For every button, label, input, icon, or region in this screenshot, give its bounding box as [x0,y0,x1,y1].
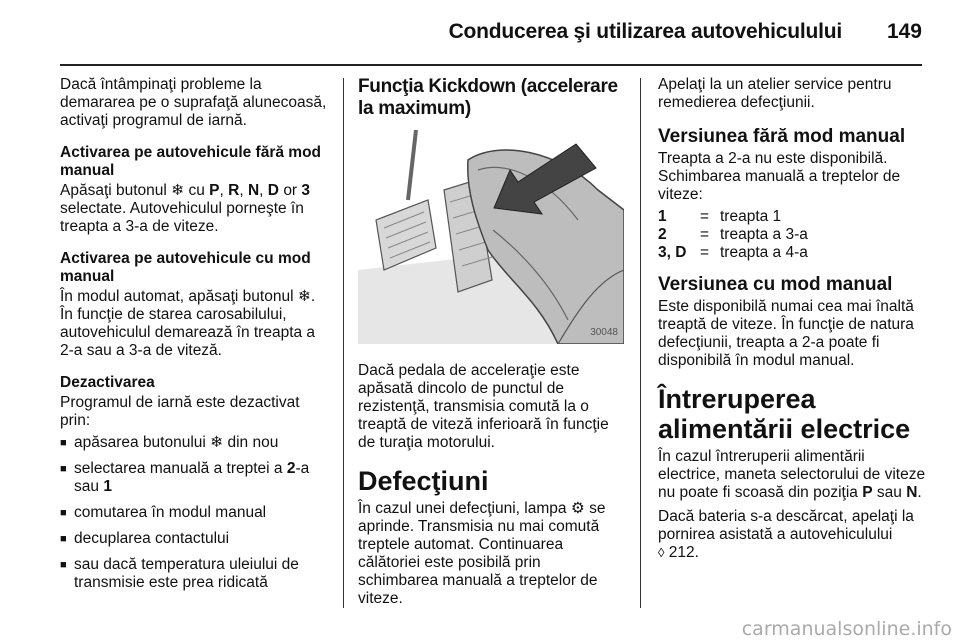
workshop-paragraph: Apelaţi la un atelier service pentru remedierea defecţiunii. [658,76,892,111]
kickdown-paragraph: Dacă pedala de acceleraţie este apăsată dincolo de punctul de rezistenţă, transmisia comută la o treaptă de viteză inferioară în funcţie de turaţia motorului. [358,362,609,451]
transmission-warning-lamp-icon: ⚙ [570,500,585,517]
page-header [0,14,960,54]
text-fragment: apăsarea butonului [74,434,206,451]
text-fragment: În cazul unei defecţiuni, lampa [358,500,567,517]
pedal-illustration [358,130,624,344]
faults-paragraph [358,500,624,608]
activation-no-manual-paragraph: Apăsaţi butonul ❄ cu P, R, N, D or 3 selectate. Autovehiculul porneşte în treapta a 3-a de viteze. [60,182,311,235]
version-manual-paragraph: Este disponibilă numai cea mai înaltă treaptă de viteze. În funcţie de natura defecţiunii, treapta a 2-a poate fi disponibilă în modul manual. [658,298,914,369]
text-fragment: or [283,182,298,199]
gear-label-n: N [906,484,918,501]
list-item: ■ sau dacă temperatura uleiului de transmisie este prea ridicată [60,556,328,592]
text-fragment: cu [188,182,205,199]
deactivation-list [60,434,328,592]
power-interruption-heading: Întreruperea alimentării electrice [658,384,911,444]
text-fragment: sau [876,484,902,501]
gear-key: 3, D [658,244,687,261]
equals-sign: = [700,208,710,225]
snowflake-icon: ❄ [210,434,224,451]
gear-key: 1 [658,208,667,225]
gear-value: treapta 1 [720,208,782,225]
gear-label-n: N [247,182,260,199]
gear-label-d: D [267,182,279,199]
text-fragment: din nou [227,434,279,451]
list-item: ■ comutarea în modul manual [60,504,328,522]
gear-key: 2 [658,226,667,243]
list-item [60,460,328,496]
version-no-manual-heading: Versiunea fără mod manual [658,126,906,147]
equals-sign: = [700,226,710,243]
activation-manual-heading: Activarea pe autovehicule cu mod manual [60,250,311,285]
gear-label-p: P [862,484,873,501]
column-left [60,76,328,600]
text-fragment: -a sau [74,460,310,495]
text-fragment: se aprinde. Transmisia nu mai comută treptele automat. Continuarea călătoriei este posibilă prin schimbarea manuală a treptelor de viteze. [358,500,606,607]
snowflake-icon: ❄ [297,288,311,305]
version-manual-heading: Versiunea cu mod manual [658,274,893,295]
table-row [658,226,930,244]
page-reference-link[interactable]: 212. [668,544,699,561]
figure-code: 30048 [590,327,618,338]
text-fragment: În modul automat, apăsaţi butonul [60,288,294,305]
kickdown-pedal-figure [358,130,624,344]
text-fragment: selectarea manuală a treptei a [74,460,283,477]
gear-label-1: 1 [103,478,112,495]
page-title: Conducerea şi utilizarea autovehiculului [448,20,842,43]
gear-label-2: 2 [286,460,296,477]
table-row [658,244,930,262]
watermark: carmanualsonline.info [741,618,952,640]
column-middle [358,76,624,622]
kickdown-heading: Funcţia Kickdown (accelerare la maximum) [358,76,618,119]
activation-no-manual-heading: Activarea pe autovehicule fără mod manual [60,144,322,179]
deactivation-heading: Dezactivarea [60,374,155,391]
text-fragment: Apăsaţi butonul [60,182,167,199]
header-divider [60,64,922,66]
gear-label-r: R [228,182,240,199]
snowflake-icon: ❄ [171,182,185,199]
battery-paragraph [658,508,930,562]
gear-value: treapta a 4-a [720,244,808,261]
gear-value: treapta a 3-a [720,226,808,243]
list-item [60,434,328,452]
gear-label-3: 3 [301,182,311,199]
intro-paragraph: Dacă întâmpinaţi probleme la demararea pe o suprafaţă alunecoasă, activaţi programul de iarnă. [60,76,327,129]
equals-sign: = [700,244,710,261]
text-fragment: Dacă bateria s-a descărcat, apelaţi la pornirea asistată a autovehiculului [658,508,914,543]
power-interruption-paragraph: În cazul întreruperii alimentării electrice, maneta selectorului de viteze nu poate fi scoasă din poziţia P sau N. [658,448,926,501]
deactivation-text: Programul de iarnă este dezactivat prin: [60,394,300,429]
column-divider-right [640,78,641,608]
text-fragment: În cazul întreruperii alimentării electrice, maneta selectorului de viteze nu poate fi scoasă din poziţia [658,448,926,501]
page-reference-icon: ◊ [658,545,665,560]
version-no-manual-text: Treapta a 2-a nu este disponibilă. Schimbarea manuală a treptelor de viteze: [658,150,901,203]
activation-manual-paragraph [60,288,328,360]
text-fragment: selectate. Autovehiculul porneşte în treapta a 3-a de viteze. [60,200,304,235]
table-row [658,208,930,226]
faults-heading: Defecţiuni [358,466,489,496]
gear-label-p: P [209,182,220,199]
list-item: ■ decuplarea contactului [60,530,328,548]
column-divider-left [343,78,344,608]
column-right [658,76,930,576]
gear-table [658,208,930,262]
text-fragment: . În funcţie de starea carosabilului, autovehiculul demarează în treapta a 2-a sau a 3-a de viteză. [60,288,316,359]
page-number: 149 [886,20,922,43]
